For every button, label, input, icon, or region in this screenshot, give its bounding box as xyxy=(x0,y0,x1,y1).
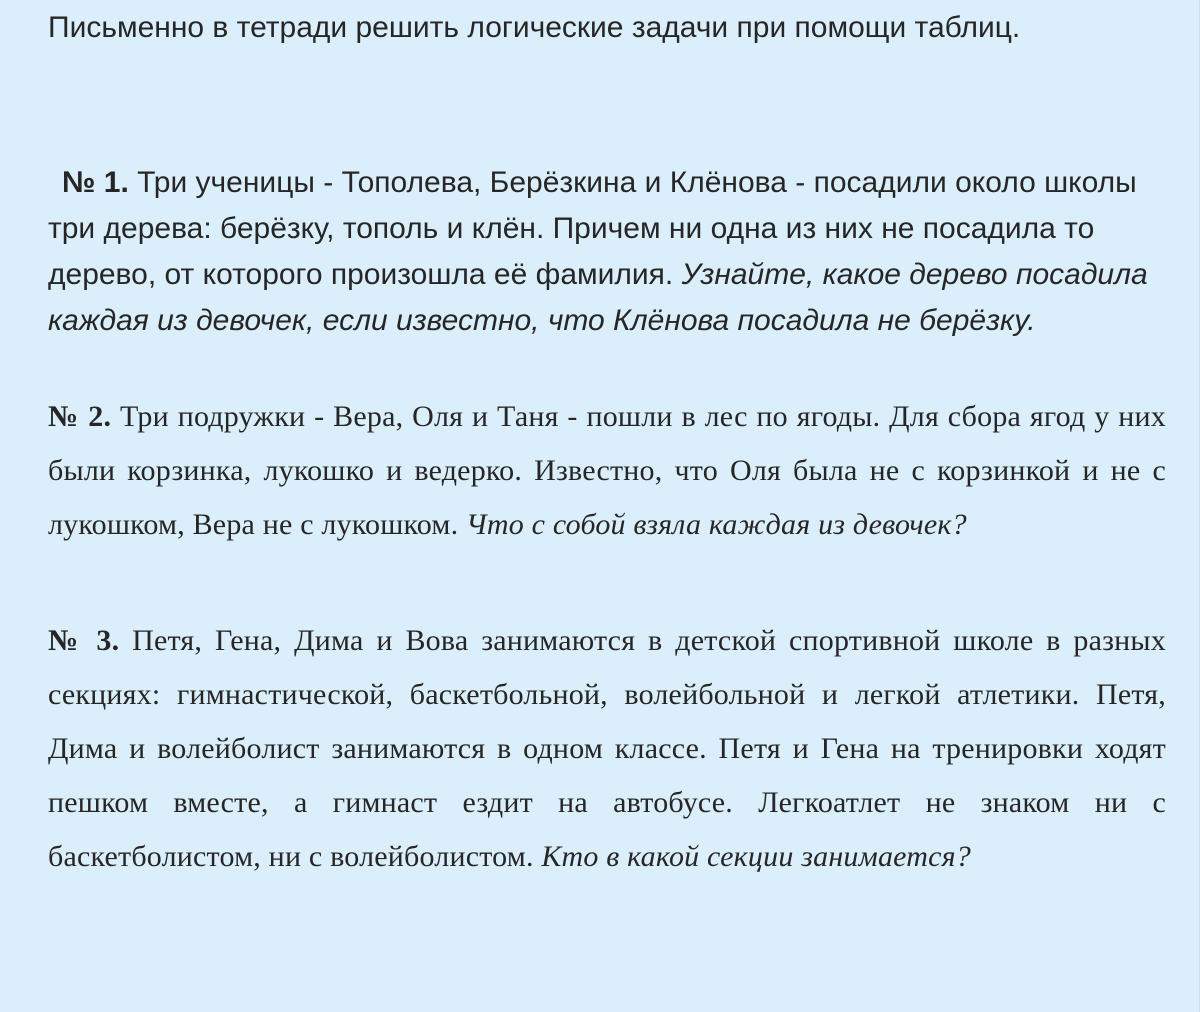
task-3 xyxy=(48,614,1166,884)
task-2 xyxy=(48,390,1166,552)
task-2-question: Что с собой взяла каждая из девочек? xyxy=(466,508,967,541)
task-1-question: Узнайте, какое дерево посадила каждая из девочек, если известно, что Клёнова посадила не берёзку. xyxy=(48,258,1148,337)
task-3-number: № 3. xyxy=(48,624,120,657)
task-1-number: № 1. xyxy=(62,166,129,199)
task-1 xyxy=(48,160,1173,344)
assignment-intro: Письменно в тетради решить логические задачи при помощи таблиц. xyxy=(48,11,1021,44)
task-3-text: Петя, Гена, Дима и Вова занимаются в детской спортивной школе в разных секциях: гимнастической, баскетбольной, волейбольной и легкой атлетики. Петя, Дима и волейболист занимаются в одном классе. Петя и Гена на тренировки ходят пешком вместе, а гимнаст ездит на автобусе. Легкоатлет не знаком ни с баскетболистом, ни с волейболистом. xyxy=(48,624,1166,873)
task-2-number: № 2. xyxy=(48,400,112,433)
task-2-text: Три подружки - Вера, Оля и Таня - пошли в лес по ягоды. Для сбора ягод у них были корзинка, лукошко и ведерко. Известно, что Оля была не с корзинкой и не с лукошком, Вера не с лукошком. xyxy=(48,400,1166,541)
task-3-question: Кто в какой секции занимается? xyxy=(541,840,971,873)
task-1-text: Три ученицы - Тополева, Берёзкина и Клёнова - посадили около школы три дерева: берёзку, тополь и клён. Причем ни одна из них не посадила то дерево, от которого произошла её фамилия. xyxy=(48,166,1137,291)
